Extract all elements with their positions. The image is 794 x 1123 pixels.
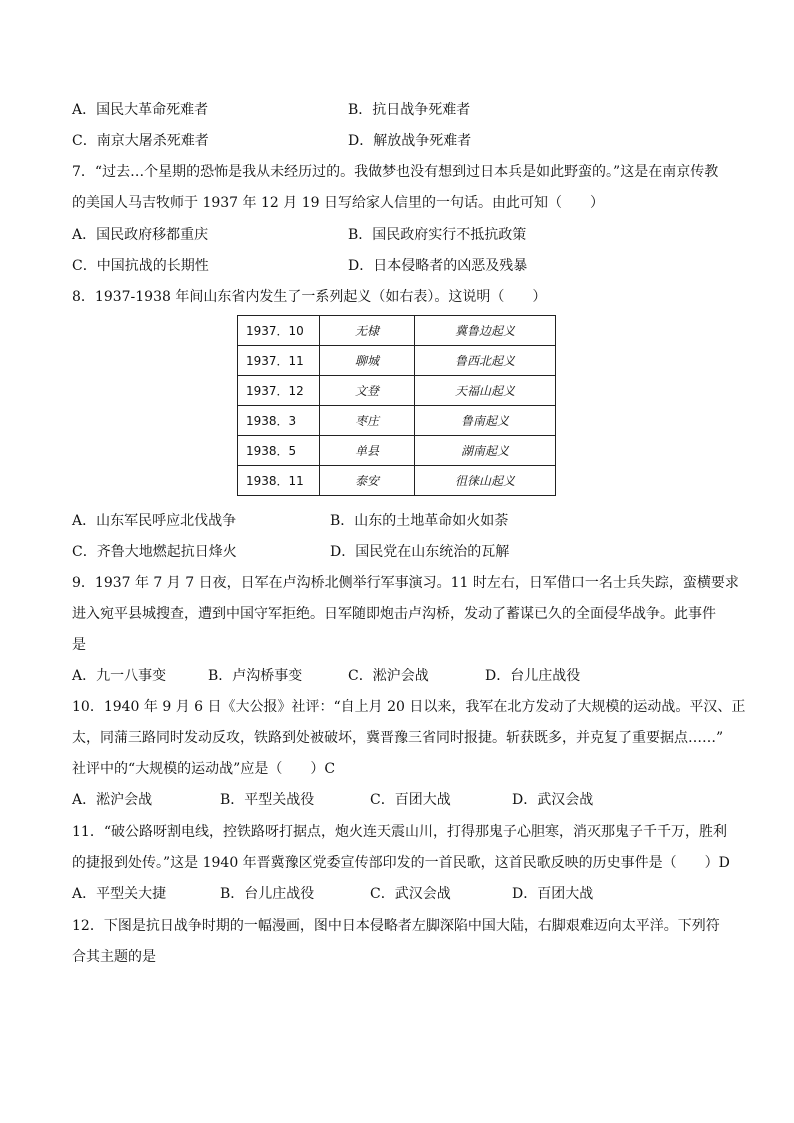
q7-stem-line2: 的美国人马吉牧师于 1937 年 12 月 19 日写给家人信里的一句话。由此可知（ ） (72, 195, 604, 211)
q9-option-b: B．卢沟桥事变 (208, 668, 303, 684)
q9-stem-line1: 9．1937 年 7 月 7 日夜，日军在卢沟桥北侧举行军事演习。11 时左右，日军借口一名士兵失踪，蛮横要求 (72, 575, 739, 591)
table-cell-date: 1938．11 (238, 466, 320, 496)
table-cell-place: 聊城 (320, 346, 415, 376)
table-cell-event: 天福山起义 (415, 376, 556, 406)
q11-stem-line2: 的捷报到处传。”这是 1940 年晋冀豫区党委宣传部印发的一首民歌，这首民歌反映的历史事件是（ ）D (72, 855, 730, 871)
table-row (238, 346, 556, 376)
table-cell-place: 文登 (320, 376, 415, 406)
q10-option-c: C．百团大战 (370, 792, 451, 808)
q10-option-a: A．淞沪会战 (72, 792, 153, 808)
q11-stem-line1: 11．“破公路呀割电线，控铁路呀打据点，炮火连天震山川，打得那鬼子心胆寒，消灭那鬼子千千万，胜利 (72, 824, 727, 840)
q8-stem: 8．1937-1938 年间山东省内发生了一系列起义（如右表）。这说明（ ） (72, 289, 547, 305)
q9-option-a: A．九一八事变 (72, 668, 167, 684)
q6-option-d: D．解放战争死难者 (348, 133, 472, 149)
table-cell-date: 1937．10 (238, 316, 320, 346)
table-cell-date: 1938．3 (238, 406, 320, 436)
q11-option-d: D．百团大战 (512, 886, 594, 902)
table-cell-date: 1938．5 (238, 436, 320, 466)
q12-stem-line2: 合其主题的是 (72, 949, 156, 965)
table-cell-event: 徂徕山起义 (415, 466, 556, 496)
q10-stem-line1: 10．1940 年 9 月 6 日《大公报》社评：“自上月 20 日以来，我军在北方发动了大规模的运动战。平汉、正 (72, 699, 746, 715)
q10-stem-line3: 社评中的“大规模的运动战”应是（ ）C (72, 761, 336, 777)
table-row (238, 376, 556, 406)
table-cell-place: 泰安 (320, 466, 415, 496)
table-cell-date: 1937．12 (238, 376, 320, 406)
q7-option-b: B．国民政府实行不抵抗政策 (348, 227, 527, 243)
q7-option-a: A．国民政府移都重庆 (72, 227, 209, 243)
table-cell-place: 单县 (320, 436, 415, 466)
q7-option-d: D．日本侵略者的凶恶及残暴 (348, 258, 528, 274)
table-cell-event: 鲁南起义 (415, 406, 556, 436)
table-cell-place: 无棣 (320, 316, 415, 346)
table-row (238, 466, 556, 496)
q8-option-d: D．国民党在山东统治的瓦解 (330, 544, 510, 560)
table-cell-event: 鲁西北起义 (415, 346, 556, 376)
q11-option-a: A．平型关大捷 (72, 886, 167, 902)
table-row (238, 436, 556, 466)
table-cell-event: 冀鲁边起义 (415, 316, 556, 346)
table-row (238, 406, 556, 436)
table-cell-event: 湖南起义 (415, 436, 556, 466)
q9-stem-line2: 进入宛平县城搜查，遭到中国守军拒绝。日军随即炮击卢沟桥，发动了蓄谋已久的全面侵华战争。此事件 (72, 606, 716, 622)
q9-option-d: D．台儿庄战役 (485, 668, 581, 684)
q9-stem-line3: 是 (72, 637, 86, 653)
table-cell-place: 枣庄 (320, 406, 415, 436)
q8-option-b: B．山东的土地革命如火如荼 (330, 513, 509, 529)
q6-option-c: C．南京大屠杀死难者 (72, 133, 209, 149)
q7-stem-line1: 7．“过去…个星期的恐怖是我从未经历过的。我做梦也没有想到过日本兵是如此野蛮的。”这是在南京传教 (72, 164, 719, 180)
table-row (238, 316, 556, 346)
table-cell-date: 1937．11 (238, 346, 320, 376)
q8-option-a: A．山东军民呼应北伐战争 (72, 513, 237, 529)
uprisings-table (237, 315, 556, 496)
q8-option-c: C．齐鲁大地燃起抗日烽火 (72, 544, 237, 560)
q10-stem-line2: 太，同蒲三路同时发动反攻，铁路到处被破坏，冀晋豫三省同时报捷。斩获既多，并克复了重要据点……” (72, 730, 724, 746)
q6-option-a: A．国民大革命死难者 (72, 102, 209, 118)
q6-option-b: B．抗日战争死难者 (348, 102, 471, 118)
q9-option-c: C．淞沪会战 (348, 668, 429, 684)
q10-option-b: B．平型关战役 (220, 792, 315, 808)
q7-option-c: C．中国抗战的长期性 (72, 258, 209, 274)
q12-stem-line1: 12．下图是抗日战争时期的一幅漫画，图中日本侵略者左脚深陷中国大陆，右脚艰难迈向太平洋。下列符 (72, 918, 720, 934)
q11-option-c: C．武汉会战 (370, 886, 451, 902)
q11-option-b: B．台儿庄战役 (220, 886, 315, 902)
q10-option-d: D．武汉会战 (512, 792, 594, 808)
